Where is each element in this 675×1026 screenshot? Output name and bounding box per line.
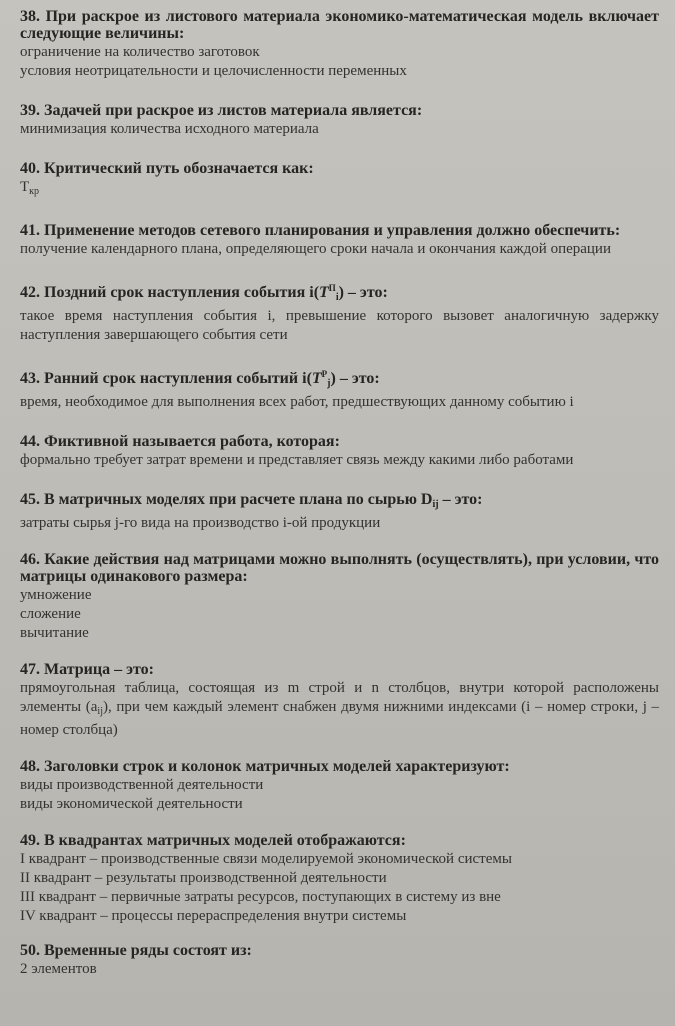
title-text: 43. Ранний срок наступления событий i( [20,370,312,387]
answer-text: прямоугольная таблица, состоящая из m строй и n столбцов, внутри которой расположены элементы (a [20,680,659,715]
answer-subscript: ij [97,706,103,717]
question-39 [20,102,659,139]
question-title: 47. Матрица – это: [20,661,154,678]
answer-text: ), при чем каждый элемент снабжен двумя нижними индексами (i – номер строки, j – номер столбца) [20,699,660,738]
question-43 [20,366,659,412]
answer-line [20,679,659,740]
title-text: 42. Поздний срок наступления события i( [20,284,320,301]
answer-line: I квадрант – производственные связи моделируемой экономической системы [20,851,512,867]
question-title: 40. Критический путь обозначается как: [20,160,314,177]
answer-line: III квадрант – первичные затраты ресурсов, поступающих в систему из вне [20,889,501,905]
question-45 [20,491,659,533]
answer-line: ограничение на количество заготовок [20,44,260,60]
answer-line: вычитание [20,625,89,641]
answer-line: IV квадрант – процессы перераспределения внутри системы [20,908,407,924]
answer-subscript: кр [29,186,40,197]
question-38 [20,8,659,81]
question-title: 49. В квадрантах матричных моделей отображаются: [20,832,406,849]
answer-line: условия неотрицательности и целочисленности переменных [20,63,407,79]
answer-line: получение календарного плана, определяющего сроки начала и окончания каждой операции [20,241,611,257]
question-48 [20,758,659,814]
title-text: – это: [438,491,483,508]
title-text: ) – это: [330,370,380,387]
question-50 [20,942,659,979]
question-40 [20,160,659,201]
question-46 [20,551,659,643]
answer-line: умножение [20,587,92,603]
title-text: ) – это: [338,284,388,301]
answer-line: виды экономической деятельности [20,796,243,812]
title-superscript: П [328,283,336,293]
question-49 [20,832,659,926]
answer-line [20,178,659,201]
question-47 [20,661,659,740]
answer-line: сложение [20,606,81,622]
question-42 [20,280,659,345]
question-title: 48. Заголовки строк и колонок матричных моделей характеризуют: [20,758,510,775]
title-subscript: j [327,378,331,389]
title-subscript: i [335,292,339,303]
question-title: 39. Задачей при раскрое из листов материала является: [20,102,423,119]
title-subscript: ij [432,499,439,510]
question-44 [20,433,659,470]
answer-line: 2 элементов [20,961,97,977]
question-title: 46. Какие действия над матрицами можно выполнять (осуществлять), при условии, что матрицы одинакового размера: [20,551,659,585]
question-title: 38. При раскрое из листового материала экономико-математическая модель включает следующие величины: [20,8,659,42]
question-title: 41. Применение методов сетевого планирования и управления должно обеспечить: [20,222,621,239]
answer-line: такое время наступления события i, превышение которого вызовет аналогичную задержку наступления завершающего события сети [20,308,659,343]
answer-line: время, необходимое для выполнения всех работ, предшествующих данному событию i [20,394,574,410]
question-41 [20,222,659,259]
question-title [20,280,659,306]
title-superscript: P [321,369,328,379]
answer-line: II квадрант – результаты производственной деятельности [20,870,387,886]
title-variable: T [311,370,322,387]
question-title: 44. Фиктивной называется работа, которая: [20,433,340,450]
answer-line: минимизация количества исходного материала [20,121,319,137]
title-text: 45. В матричных моделях при расчете плана по сырью D [20,491,433,508]
answer-line: формально требует затрат времени и представляет связь между какими либо работами [20,452,574,468]
question-title [20,491,659,513]
title-variable: T [319,284,329,301]
answer-line: виды производственной деятельности [20,777,264,793]
question-title: 50. Временные ряды состоят из: [20,942,252,959]
answer-symbol: Т [20,179,30,195]
question-title [20,366,659,392]
answer-line: затраты сырья j-го вида на производство i-ой продукции [20,515,381,531]
